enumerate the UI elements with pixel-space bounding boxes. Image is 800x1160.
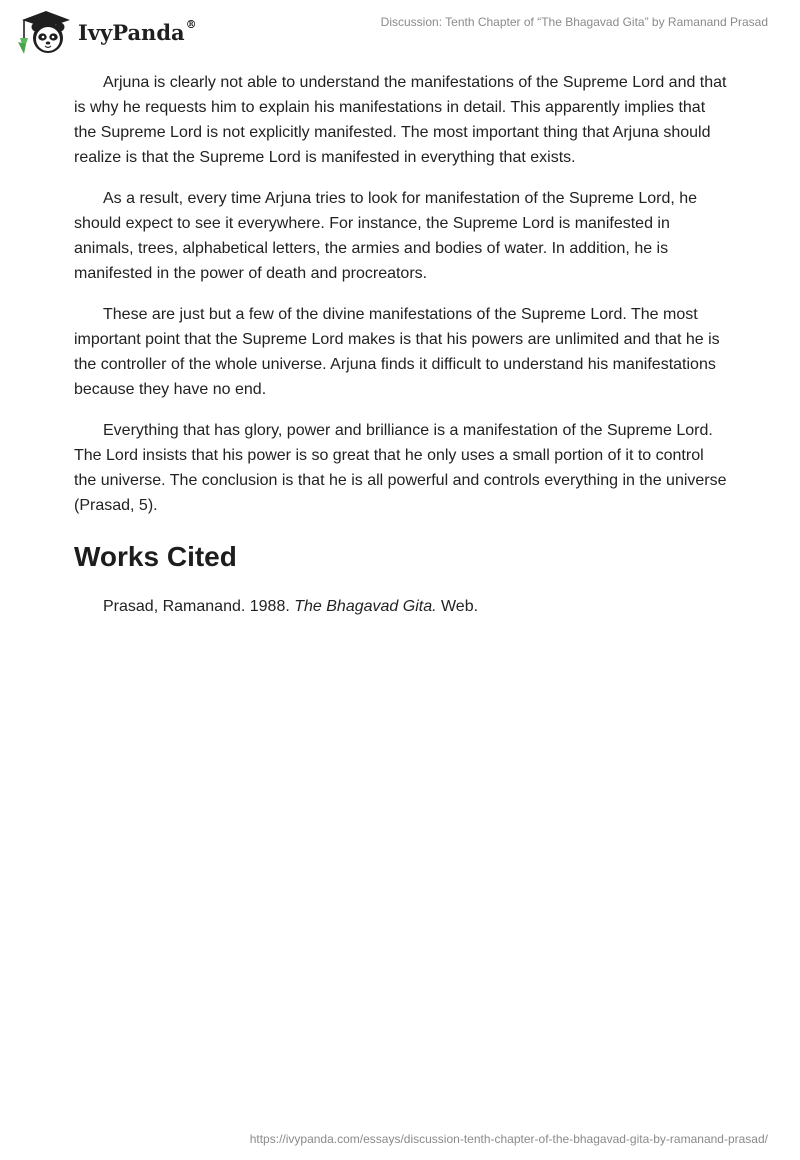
logo-wordmark: IvyPanda® bbox=[78, 17, 197, 45]
page-header bbox=[0, 0, 800, 60]
essay-body bbox=[74, 70, 730, 619]
panda-graduate-icon bbox=[14, 8, 76, 56]
body-paragraph: Everything that has glory, power and brilliance is a manifestation of the Supreme Lord. The Lord insists that his power is so great that he only uses a small portion of it to control the universe. The conclusion is that he is all powerful and controls everything in the universe (Prasad, 5). bbox=[74, 422, 727, 514]
body-paragraph: Arjuna is clearly not able to understand the manifestations of the Supreme Lord and that is why he requests him to explain his manifestations in detail. This apparently implies that the Supreme Lord is not explicitly manifested. The most important thing that Arjuna should realize is that the Supreme Lord is manifested in everything that exists. bbox=[74, 74, 727, 166]
citation-title: The Bhagavad Gita. bbox=[294, 598, 437, 615]
ivypanda-logo[interactable] bbox=[14, 8, 197, 56]
running-head-title: Discussion: Tenth Chapter of “The Bhagavad Gita” by Ramanand Prasad bbox=[380, 15, 768, 29]
works-cited-heading: Works Cited bbox=[74, 541, 237, 572]
body-paragraph: These are just but a few of the divine manifestations of the Supreme Lord. The most important point that the Supreme Lord makes is that his powers are unlimited and that he is the controller of the whole universe. Arjuna finds it difficult to understand his manifestations because they have no end. bbox=[74, 306, 720, 398]
registered-mark: ® bbox=[185, 17, 197, 31]
body-paragraph: As a result, every time Arjuna tries to look for manifestation of the Supreme Lord, he should expect to see it everywhere. For instance, the Supreme Lord is manifested in animals, trees, alphabetical letters, the armies and bodies of water. In addition, he is manifested in the power of death and procreators. bbox=[74, 190, 698, 282]
citation-medium: Web. bbox=[436, 598, 479, 615]
citation-entry bbox=[74, 594, 730, 619]
citation-author-year: Prasad, Ramanand. 1988. bbox=[103, 598, 295, 615]
source-url[interactable]: https://ivypanda.com/essays/discussion-tenth-chapter-of-the-bhagavad-gita-by-ramanand-prasad/ bbox=[249, 1132, 768, 1146]
